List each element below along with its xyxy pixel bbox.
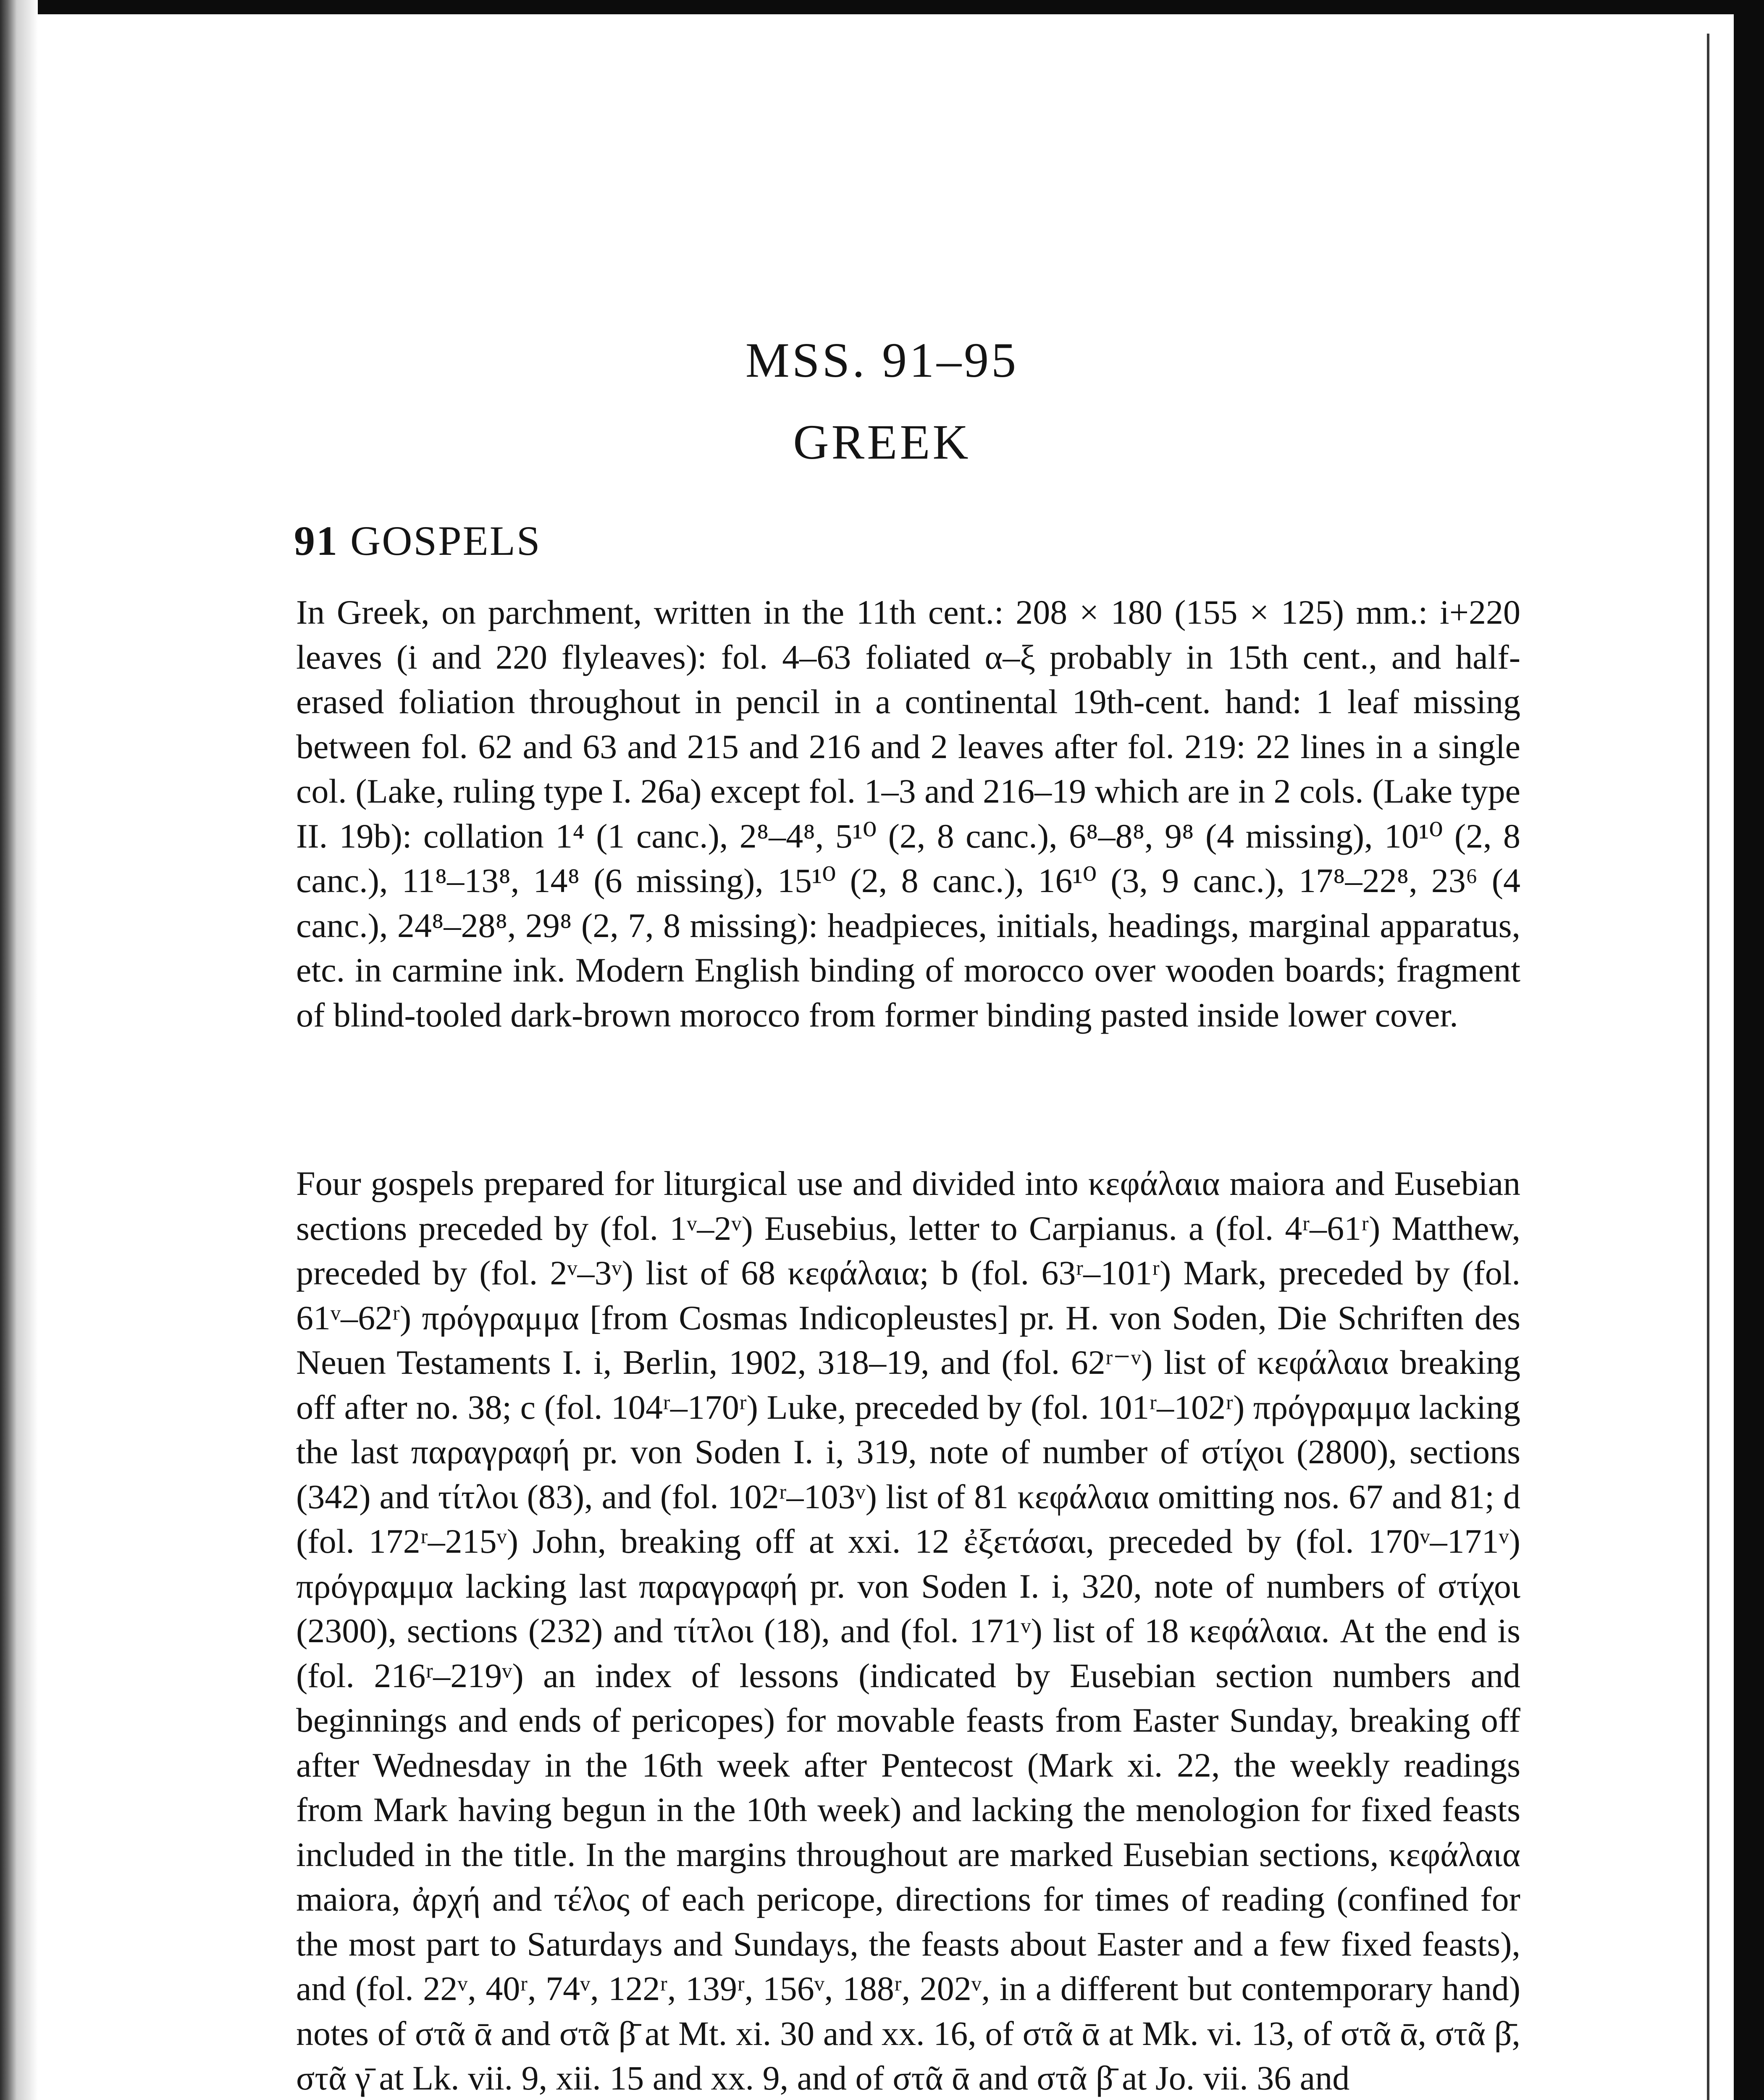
language-heading: GREEK xyxy=(793,415,971,470)
scan-left-edge xyxy=(0,0,38,2100)
section-heading: MSS. 91–95 xyxy=(745,333,1019,388)
contents-description: Four gospels prepared for liturgical use and divided into κεφάλαια maiora and Eusebian sections preceded by (fol. 1ᵛ–2ᵛ) Eusebius, letter to Carpianus. a (fol. 4ʳ–61ʳ) Matthew, preceded by (fol. 2ᵛ–3ᵛ) list of 68 κεφάλαια; b (fol. 63ʳ–101ʳ) Mark, preceded by (fol. 61ᵛ–62ʳ) πρόγραμμα [from Cosmas Indicopleustes] pr. H. von Soden, Die Schriften des Neuen Testaments I. i, Berlin, 1902, 318–19, and (fol. 62ʳ⁻ᵛ) list of κεφάλαια breaking off after no. 38; c (fol. 104ʳ–170ʳ) Luke, preceded by (fol. 101ʳ–102ʳ) πρόγραμμα lacking the last παραγραφή pr. von Soden I. i, 319, note of number of στίχοι (2800), sections (342) and τίτλοι (83), and (fol. 102ʳ–103ᵛ) list of 81 κεφάλαια omitting nos. 67 and 81; d (fol. 172ʳ–215ᵛ) John, breaking off at xxi. 12 ἐξετάσαι, preceded by (fol. 170ᵛ–171ᵛ) πρόγραμμα lacking last παραγραφή pr. von Soden I. i, 320, note of numbers of στίχοι (2300), sections (232) and τίτλοι (18), and (fol. 171ᵛ) list of 18 κεφάλαια. At the end is (fol. 216ʳ–219ᵛ) an index of lessons (indicated by Eusebian section numbers and beginnings and ends of pericopes) for movable feasts from Easter Sunday, breaking off after Wednesday in the 16th week after Pentecost (Mark xi. 22, the weekly readings from Mark having begun in the 10th week) and lacking the menologion for fixed feasts included in the title. In the margins throughout are marked Eusebian sections, κεφάλαια maiora, ἀρχή and τέλος of each pericope, directions for times of reading (confined for the most part to Saturdays and Sundays, the feasts about Easter and a few fixed feasts), and (fol. 22ᵛ, 40ʳ, 74ᵛ, 122ʳ, 139ʳ, 156ᵛ, 188ʳ, 202ᵛ, in a different but contemporary hand) notes of στᾶ ᾱ and στᾶ β̄ at Mt. xi. 30 and xx. 16, of στᾶ ᾱ at Mk. vi. 13, of στᾶ ᾱ, στᾶ β̄, στᾶ γ̄ at Lk. vii. 9, xii. 15 and xx. 9, and of στᾶ ᾱ and στᾶ β̄ at Jo. vii. 36 and xyxy=(296,1164,1520,2097)
entry-number: 91 xyxy=(294,517,339,564)
scan-right-edge xyxy=(1734,0,1764,2100)
physical-description: In Greek, on parchment, written in the 11th cent.: 208 × 180 (155 × 125) mm.: i+220 leaves (i and 220 flyleaves): fol. 4–63 foliated α–ξ probably in 15th cent., and half-erased foliation throughout in pencil in a continental 19th-cent. hand: 1 leaf missing between fol. 62 and 63 and 215 and 216 and 2 leaves after fol. 219: 22 lines in a single col. (Lake, ruling type I. 26a) except fol. 1–3 and 216–19 which are in 2 cols. (Lake type II. 19b): collation 1⁴ (1 canc.), 2⁸–4⁸, 5¹⁰ (2, 8 canc.), 6⁸–8⁸, 9⁸ (4 missing), 10¹⁰ (2, 8 canc.), 11⁸–13⁸, 14⁸ (6 missing), 15¹⁰ (2, 8 canc.), 16¹⁰ (3, 9 canc.), 17⁸–22⁸, 23⁶ (4 canc.), 24⁸–28⁸, 29⁸ (2, 7, 8 missing): headpieces, initials, headings, marginal apparatus, etc. in carmine ink. Modern English binding of morocco over wooden boards; fragment of blind-tooled dark-brown morocco from former binding pasted inside lower cover. xyxy=(296,593,1520,1034)
scan-top-edge xyxy=(0,0,1764,14)
entry-title-text: GOSPELS xyxy=(350,517,541,564)
entry-title xyxy=(294,517,541,565)
